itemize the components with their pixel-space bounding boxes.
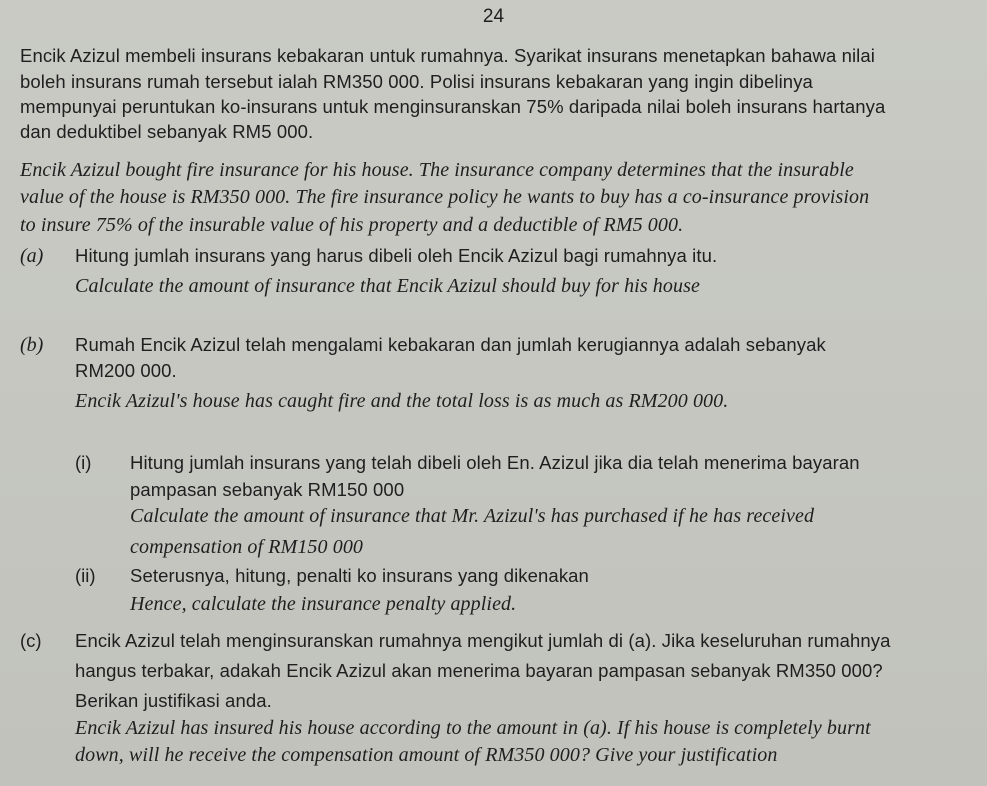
part-c-malay-line-2: hangus terbakar, adakah Encik Azizul akan menerima bayaran pampasan sebanyak RM350 000? — [75, 660, 883, 681]
part-b-i-english-line-1: Calculate the amount of insurance that Mr. Azizul's has purchased if he has received — [130, 505, 815, 527]
part-b-i-english-line-2: compensation of RM150 000 — [130, 536, 364, 558]
intro-malay-line-4: dan deduktibel sebanyak RM5 000. — [20, 121, 314, 142]
intro-english-line-3: to insure 75% of the insurable value of his property and a deductible of RM5 000. — [20, 214, 684, 236]
part-b-label: (b) — [20, 334, 44, 356]
part-b-ii-malay: Seterusnya, hitung, penalti ko insurans yang dikenakan — [130, 565, 589, 586]
part-b-ii-english: Hence, calculate the insurance penalty applied. — [130, 593, 517, 615]
part-b-i-malay-line-1: Hitung jumlah insurans yang telah dibeli oleh En. Azizul jika dia telah menerima bayaran — [130, 452, 860, 473]
intro-malay-line-1: Encik Azizul membeli insurans kebakaran untuk rumahnya. Syarikat insurans menetapkan bahawa nilai — [20, 45, 875, 66]
part-a-malay: Hitung jumlah insurans yang harus dibeli oleh Encik Azizul bagi rumahnya itu. — [75, 245, 718, 266]
part-b-ii-label: (ii) — [75, 565, 96, 586]
part-b-malay-line-1: Rumah Encik Azizul telah mengalami kebakaran dan jumlah kerugiannya adalah sebanyak — [75, 334, 826, 355]
part-c-english-line-2: down, will he receive the compensation amount of RM350 000? Give your justification — [75, 744, 778, 766]
part-a-label: (a) — [20, 245, 44, 267]
intro-malay-line-2: boleh insurans rumah tersebut ialah RM350 000. Polisi insurans kebakaran yang ingin dibelinya — [20, 71, 813, 92]
intro-english-line-1: Encik Azizul bought fire insurance for his house. The insurance company determines that the insurable — [20, 159, 854, 181]
page-number: 24 — [482, 6, 505, 27]
intro-malay-line-3: mempunyai peruntukan ko-insurans untuk menginsuranskan 75% daripada nilai boleh insurans hartanya — [20, 96, 886, 117]
part-c-english-line-1: Encik Azizul has insured his house according to the amount in (a). If his house is completely burnt — [75, 717, 871, 739]
part-b-english: Encik Azizul's house has caught fire and the total loss is as much as RM200 000. — [75, 390, 729, 412]
part-a-english: Calculate the amount of insurance that Encik Azizul should buy for his house — [75, 275, 700, 297]
part-c-malay-line-1: Encik Azizul telah menginsuranskan rumahnya mengikut jumlah di (a). Jika keseluruhan rumahnya — [75, 630, 891, 651]
part-c-malay-line-3: Berikan justifikasi anda. — [75, 690, 272, 711]
part-b-i-malay-line-2: pampasan sebanyak RM150 000 — [130, 479, 405, 500]
intro-english-line-2: value of the house is RM350 000. The fire insurance policy he wants to buy has a co-insurance provision — [20, 186, 870, 208]
part-c-label: (c) — [20, 630, 42, 651]
part-b-i-label: (i) — [75, 452, 92, 473]
part-b-malay-line-2: RM200 000. — [75, 360, 177, 381]
